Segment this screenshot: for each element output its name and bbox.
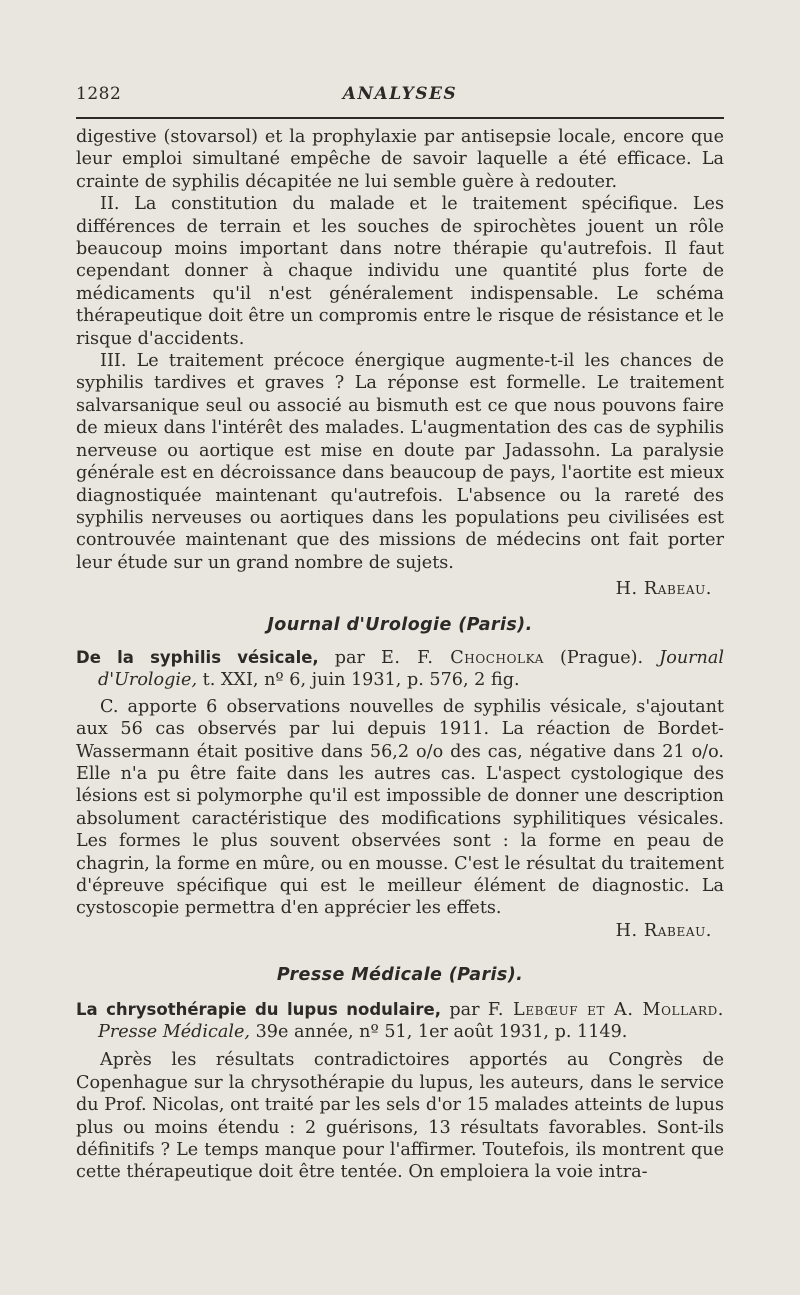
article-body-chrysotherapie: Après les résultats contradictoires apportés au Congrès de Copenhague sur la chrysothérapie du lupus, les auteurs, dans le service du Prof. Nicolas, ont traité par les sels d'or 15 malades atteints de lupus plus ou moins étendu : 2 guérisons, 13 résultats favorables. Sont-ils définitifs ? Le temps manque pour l'affirmer. Toutefois, ils montrent que cette thérapeutique doit être tentée. On emploiera la voie intra- (76, 1050, 724, 1183)
signature-rabeau-2: H. Rabeau. (615, 920, 712, 941)
article-by: par (334, 647, 365, 668)
article-affiliation: (Prague). (560, 647, 644, 668)
article-heading-chrysotherapie (76, 999, 724, 1044)
article-authors-2: F. Lebœuf et A. Mollard. (487, 999, 725, 1020)
article-title: De la syphilis vésicale, (76, 647, 319, 667)
article-source: Journal d'Urologie, (98, 647, 725, 691)
page-body (76, 126, 724, 1184)
article-body-syphilis-vesicale: C. apporte 6 observations nouvelles de syphilis vésicale, s'ajoutant aux 56 cas observés par lui depuis 1911. La réaction de Bordet-Wassermann était positive dans 56,2 o/o des cas, négative dans 21 o/o. Elle n'a pu être faite dans les autres cas. L'aspect cystologique des lésions est si polymorphe qu'il est impossible de donner une description absolument caractéristique des modifications syphilitiques vésicales. Les formes le plus souvent observées sont : la forme en peau de chagrin, la forme en mûre, ou en mousse. C'est le résultat du traitement d'épreuve spécifique qui est le meilleur élément de diagnostic. La cystoscopie permettra d'en apprécier les effets. (76, 696, 724, 919)
page-header (76, 84, 724, 114)
paragraph-section-III: III. Le traitement précoce énergique augmente-t-il les chances de syphilis tardives et graves ? La réponse est formelle. Le traitement salvarsanique seul ou associé au bismuth est ce que nous pouvons faire de mieux dans l'intérêt des malades. L'augmentation des cas de syphilis nerveuse ou aortique est mise en doute par Jadassohn. La paralysie générale est en décroissance dans beaucoup de pays, l'aortite est mieux diagnostiquée maintenant qu'autrefois. L'absence ou la rareté des syphilis nerveuses ou aortiques dans les populations peu civilisées est controuvée maintenant que des missions de médecins ont fait porter leur étude sur un grand nombre de sujets. (76, 351, 724, 573)
paragraph-section-II: II. La constitution du malade et le traitement spécifique. Les différences de terrain et les souches de spirochètes jouent un rôle beaucoup moins important dans notre thérapie qu'autrefois. Il faut cependant donner à chaque individu une quantité plus forte de médicaments qu'il n'est généralement indispensable. Le schéma thérapeutique doit être un compromis entre le risque de résistance et le risque d'accidents. (76, 194, 724, 349)
article-citation-2: 39e année, nº 51, 1er août 1931, p. 1149. (255, 1022, 628, 1043)
article-by-2: par (449, 999, 480, 1020)
article-heading-syphilis-vesicale (76, 647, 724, 692)
article-source-2: Presse Médicale, (98, 1022, 251, 1043)
journal-heading-urologie: Journal d'Urologie (Paris). (267, 614, 533, 635)
running-head: ANALYSES (342, 84, 458, 104)
journal-heading-presse-medicale: Presse Médicale (Paris). (276, 965, 524, 986)
page-number: 1282 (76, 84, 122, 104)
article-author: E. F. Chocholka (380, 647, 544, 668)
article-title-2: La chrysothérapie du lupus nodulaire, (76, 999, 441, 1019)
paragraph-continuation: digestive (stovarsol) et la prophylaxie par antisepsie locale, encore que leur emploi simultané empêche de savoir laquelle a été efficace. La crainte de syphilis décapitée ne lui semble guère à redouter. (76, 127, 724, 192)
signature-rabeau-1: H. Rabeau. (615, 579, 712, 600)
article-citation: t. XXI, nº 6, juin 1931, p. 576, 2 fig. (202, 670, 520, 691)
header-rule (76, 117, 724, 119)
